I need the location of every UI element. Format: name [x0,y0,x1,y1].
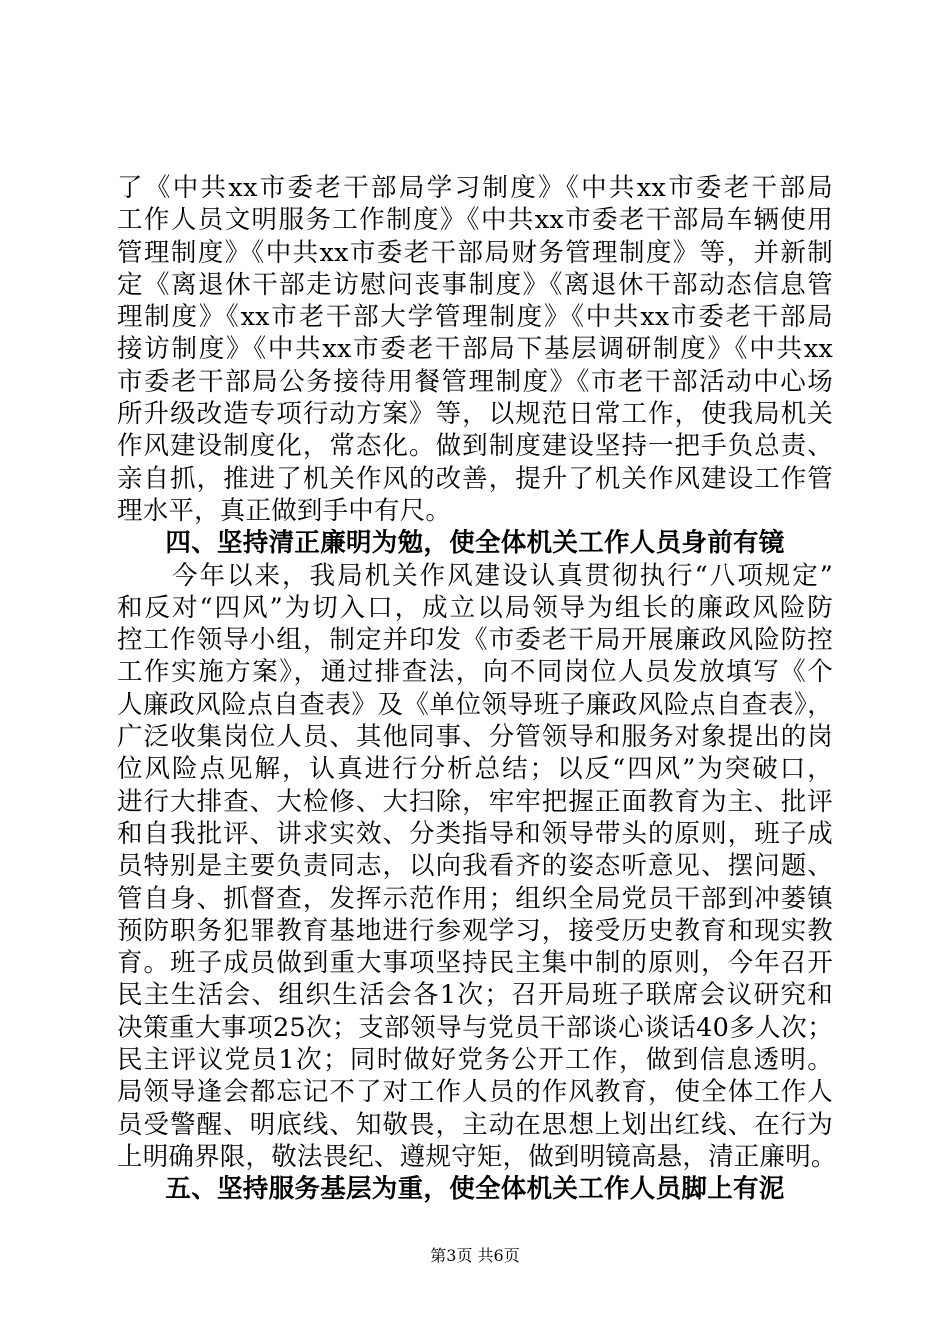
paragraph-line: 理水平，真正做到手中有尺。 [117,495,452,526]
paragraph-line: 市委老干部局公务接待用餐管理制度》《市老干部活动中心场 [117,366,833,397]
paragraph-line: 亲自抓，推进了机关作风的改善，提升了机关作风建设工作管 [117,463,833,494]
paragraph-line: 局领导逢会都忘记不了对工作人员的作风教育，使全体工作人 [117,1077,833,1108]
page-footer: 第3页 共6页 [430,1246,520,1265]
paragraph-line: 员受警醒、明底线、知敬畏，主动在思想上划出红线、在行为 [117,1109,833,1140]
paragraph-line: 育。班子成员做到重大事项坚持民主集中制的原则，今年召开 [117,948,833,979]
paragraph-line: 决策重大事项25次；支部领导与党员干部谈心谈话40多人次； [117,1012,833,1043]
paragraph-line: 工作人员文明服务工作制度》《中共xx市委老干部局车辆使用 [117,205,833,236]
section-heading: 五、坚持服务基层为重，使全体机关工作人员脚上有泥 [165,1174,785,1205]
paragraph-line: 人廉政风险点自查表》及《单位领导班子廉政风险点自查表》， [117,689,833,720]
paragraph-line: 和自我批评、讲求实效、分类指导和领导带头的原则，班子成 [117,818,833,849]
document-body [117,172,837,1206]
paragraph-line: 管自身、抓督查，发挥示范作用；组织全局党员干部到冲蒌镇 [117,883,833,914]
paragraph-line: 今年以来，我局机关作风建设认真贯彻执行“八项规定” [117,560,833,591]
paragraph-line: 民主评议党员1次；同时做好党务公开工作，做到信息透明。 [117,1045,833,1076]
paragraph-line: 理制度》《xx市老干部大学管理制度》《中共xx市委老干部局 [117,302,833,333]
paragraph-line: 作风建设制度化，常态化。做到制度建设坚持一把手负总责、 [117,431,833,462]
paragraph-line: 位风险点见解，认真进行分析总结；以反“四风”为突破口， [117,754,833,785]
paragraph-line: 民主生活会、组织生活会各1次；召开局班子联席会议研究和 [117,980,833,1011]
paragraph-line: 进行大排查、大检修、大扫除，牢牢把握正面教育为主、批评 [117,786,833,817]
paragraph-line: 控工作领导小组，制定并印发《市委老干局开展廉政风险防控 [117,625,833,656]
paragraph-line: 和反对“四风”为切入口，成立以局领导为组长的廉政风险防 [117,592,833,623]
paragraph-line: 了《中共xx市委老干部局学习制度》《中共xx市委老干部局 [117,173,833,203]
section-heading: 四、坚持清正廉明为勉，使全体机关工作人员身前有镜 [165,528,785,559]
paragraph-line: 定《离退休干部走访慰问丧事制度》《离退休干部动态信息管 [117,269,833,300]
paragraph-line: 预防职务犯罪教育基地进行参观学习，接受历史教育和现实教 [117,915,833,946]
paragraph-line: 广泛收集岗位人员、其他同事、分管领导和服务对象提出的岗 [117,722,833,753]
paragraph-line: 工作实施方案》，通过排查法，向不同岗位人员发放填写《个 [117,657,833,688]
paragraph-line: 上明确界限，敬法畏纪、遵规守矩，做到明镜高悬，清正廉明。 [117,1141,837,1172]
paragraph-line: 员特别是主要负责同志，以向我看齐的姿态听意见、摆问题、 [117,851,833,882]
paragraph-line: 所升级改造专项行动方案》等，以规范日常工作，使我局机关 [117,399,833,430]
paragraph-line: 接访制度》《中共xx市委老干部局下基层调研制度》《中共xx [117,334,833,365]
paragraph-line: 管理制度》《中共xx市委老干部局财务管理制度》等，并新制 [117,237,833,268]
